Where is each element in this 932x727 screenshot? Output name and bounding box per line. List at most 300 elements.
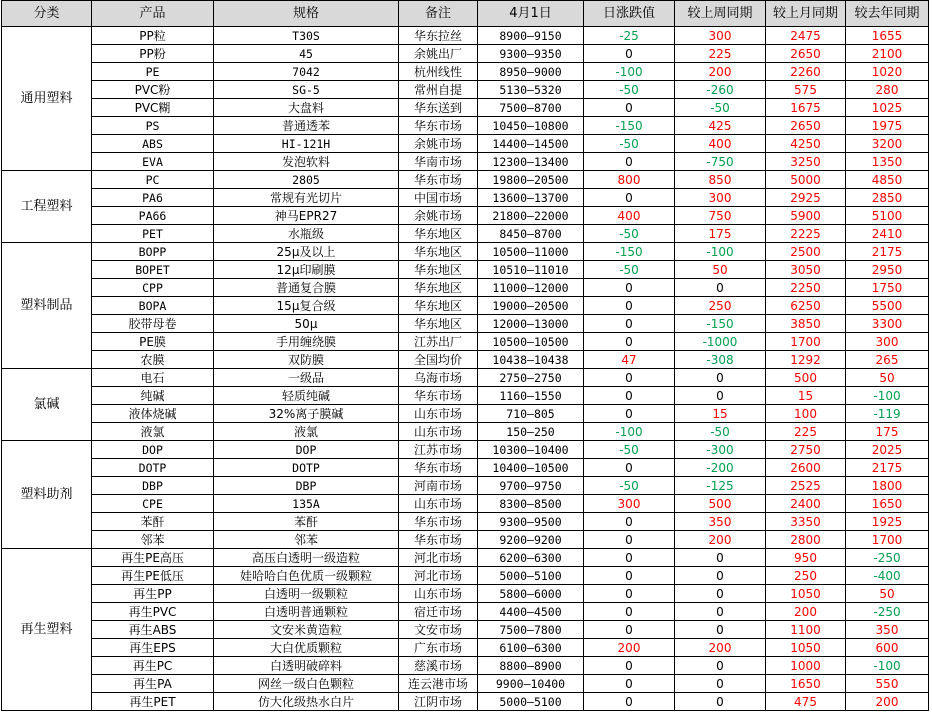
year-change-cell: 175 <box>846 423 929 441</box>
product-cell: CPP <box>92 279 214 297</box>
day-change-cell: 400 <box>584 207 675 225</box>
month-change-cell: 1050 <box>766 585 846 603</box>
note-cell: 华东送到 <box>399 99 478 117</box>
month-change-cell: 2650 <box>766 117 846 135</box>
year-change-cell: 1800 <box>846 477 929 495</box>
year-change-cell: 2100 <box>846 45 929 63</box>
price-cell: 4400—4500 <box>478 603 584 621</box>
week-change-cell: 200 <box>675 639 766 657</box>
day-change-cell: -50 <box>584 81 675 99</box>
spec-cell: 邻苯 <box>214 531 399 549</box>
month-change-cell: 2500 <box>766 243 846 261</box>
week-change-cell: -200 <box>675 459 766 477</box>
week-change-cell: 750 <box>675 207 766 225</box>
day-change-cell: 0 <box>584 675 675 693</box>
week-change-cell: -50 <box>675 99 766 117</box>
week-change-cell: 300 <box>675 27 766 45</box>
table-row <box>2 117 929 135</box>
header-year-change: 较去年同期 <box>846 1 929 27</box>
spec-cell: 普通复合膜 <box>214 279 399 297</box>
week-change-cell: 0 <box>675 675 766 693</box>
price-cell: 10438—10438 <box>478 351 584 369</box>
spec-cell: 2805 <box>214 171 399 189</box>
note-cell: 余姚市场 <box>399 207 478 225</box>
table-row <box>2 513 929 531</box>
price-cell: 9900—10400 <box>478 675 584 693</box>
day-change-cell: -50 <box>584 135 675 153</box>
note-cell: 江苏出厂 <box>399 333 478 351</box>
day-change-cell: 0 <box>584 567 675 585</box>
year-change-cell: -119 <box>846 405 929 423</box>
price-cell: 1160—1550 <box>478 387 584 405</box>
day-change-cell: 0 <box>584 657 675 675</box>
year-change-cell: 350 <box>846 621 929 639</box>
note-cell: 余姚市场 <box>399 135 478 153</box>
week-change-cell: 200 <box>675 531 766 549</box>
spec-cell: 32%离子膜碱 <box>214 405 399 423</box>
price-cell: 14400—14500 <box>478 135 584 153</box>
spec-cell: 大盘料 <box>214 99 399 117</box>
product-cell: PVC糊 <box>92 99 214 117</box>
table-row <box>2 495 929 513</box>
day-change-cell: 0 <box>584 585 675 603</box>
day-change-cell: 200 <box>584 639 675 657</box>
week-change-cell: 0 <box>675 549 766 567</box>
note-cell: 广东市场 <box>399 639 478 657</box>
week-change-cell: -308 <box>675 351 766 369</box>
year-change-cell: 50 <box>846 585 929 603</box>
product-cell: PA6 <box>92 189 214 207</box>
month-change-cell: 2225 <box>766 225 846 243</box>
price-cell: 9300—9350 <box>478 45 584 63</box>
spec-cell: 神马EPR27 <box>214 207 399 225</box>
spec-cell: 手用缠绕膜 <box>214 333 399 351</box>
day-change-cell: 800 <box>584 171 675 189</box>
week-change-cell: 250 <box>675 297 766 315</box>
year-change-cell: 600 <box>846 639 929 657</box>
spec-cell: 仿大化级热水白片 <box>214 693 399 711</box>
note-cell: 文安市场 <box>399 621 478 639</box>
price-cell: 19000—20500 <box>478 297 584 315</box>
table-row <box>2 657 929 675</box>
month-change-cell: 2525 <box>766 477 846 495</box>
week-change-cell: -125 <box>675 477 766 495</box>
week-change-cell: 0 <box>675 621 766 639</box>
table-row <box>2 639 929 657</box>
note-cell: 河北市场 <box>399 549 478 567</box>
price-cell: 12000—13000 <box>478 315 584 333</box>
price-cell: 6200—6300 <box>478 549 584 567</box>
product-cell: PP粒 <box>92 27 214 45</box>
table-row <box>2 63 929 81</box>
week-change-cell: 350 <box>675 513 766 531</box>
month-change-cell: 2750 <box>766 441 846 459</box>
category-cell: 塑料助剂 <box>2 441 92 549</box>
spec-cell: 50μ <box>214 315 399 333</box>
table-row <box>2 693 929 711</box>
month-change-cell: 2600 <box>766 459 846 477</box>
table-row <box>2 387 929 405</box>
note-cell: 华东地区 <box>399 261 478 279</box>
table-row <box>2 423 929 441</box>
note-cell: 华东市场 <box>399 117 478 135</box>
table-row <box>2 279 929 297</box>
year-change-cell: 5500 <box>846 297 929 315</box>
price-cell: 6100—6300 <box>478 639 584 657</box>
day-change-cell: 47 <box>584 351 675 369</box>
year-change-cell: 2175 <box>846 243 929 261</box>
price-cell: 7500—7800 <box>478 621 584 639</box>
day-change-cell: -50 <box>584 441 675 459</box>
price-table-body <box>2 1 929 711</box>
week-change-cell: 15 <box>675 405 766 423</box>
note-cell: 中国市场 <box>399 189 478 207</box>
note-cell: 华东市场 <box>399 459 478 477</box>
price-cell: 710—805 <box>478 405 584 423</box>
header-row <box>2 1 929 27</box>
spec-cell: 白透明破碎料 <box>214 657 399 675</box>
note-cell: 华东市场 <box>399 171 478 189</box>
table-row <box>2 675 929 693</box>
table-row <box>2 27 929 45</box>
price-cell: 5000—5100 <box>478 567 584 585</box>
week-change-cell: 0 <box>675 387 766 405</box>
header-month-change: 较上月同期 <box>766 1 846 27</box>
table-row <box>2 243 929 261</box>
year-change-cell: 3200 <box>846 135 929 153</box>
year-change-cell: 2850 <box>846 189 929 207</box>
spec-cell: 娃哈哈白色优质一级颗粒 <box>214 567 399 585</box>
product-cell: 再生PP <box>92 585 214 603</box>
week-change-cell: 200 <box>675 63 766 81</box>
month-change-cell: 1650 <box>766 675 846 693</box>
spec-cell: 发泡软料 <box>214 153 399 171</box>
day-change-cell: 0 <box>584 513 675 531</box>
month-change-cell: 5900 <box>766 207 846 225</box>
month-change-cell: 2650 <box>766 45 846 63</box>
price-cell: 10450—10800 <box>478 117 584 135</box>
product-cell: PP粉 <box>92 45 214 63</box>
category-cell: 通用塑料 <box>2 27 92 171</box>
year-change-cell: 1650 <box>846 495 929 513</box>
product-cell: 液体烧碱 <box>92 405 214 423</box>
price-table <box>1 0 929 711</box>
table-row <box>2 549 929 567</box>
price-cell: 8900—9150 <box>478 27 584 45</box>
product-cell: DOP <box>92 441 214 459</box>
table-row <box>2 585 929 603</box>
note-cell: 华东地区 <box>399 315 478 333</box>
table-row <box>2 153 929 171</box>
note-cell: 华东市场 <box>399 513 478 531</box>
day-change-cell: 0 <box>584 333 675 351</box>
spec-cell: 45 <box>214 45 399 63</box>
product-cell: PC <box>92 171 214 189</box>
day-change-cell: 0 <box>584 297 675 315</box>
note-cell: 杭州线性 <box>399 63 478 81</box>
product-cell: 再生PE低压 <box>92 567 214 585</box>
price-cell: 10500—10500 <box>478 333 584 351</box>
header-week-change: 较上周同期 <box>675 1 766 27</box>
day-change-cell: 0 <box>584 387 675 405</box>
spec-cell: 普通透苯 <box>214 117 399 135</box>
week-change-cell: 0 <box>675 567 766 585</box>
spec-cell: 25μ及以上 <box>214 243 399 261</box>
product-cell: 再生PA <box>92 675 214 693</box>
product-cell: BOPP <box>92 243 214 261</box>
product-cell: 再生PE高压 <box>92 549 214 567</box>
product-cell: 再生PC <box>92 657 214 675</box>
header-product: 产品 <box>92 1 214 27</box>
week-change-cell: 0 <box>675 603 766 621</box>
price-cell: 2750—2750 <box>478 369 584 387</box>
month-change-cell: 6250 <box>766 297 846 315</box>
product-cell: 液氯 <box>92 423 214 441</box>
month-change-cell: 250 <box>766 567 846 585</box>
week-change-cell: 0 <box>675 585 766 603</box>
header-day-change: 日涨跌值 <box>584 1 675 27</box>
product-cell: DBP <box>92 477 214 495</box>
price-cell: 11000—12000 <box>478 279 584 297</box>
month-change-cell: 475 <box>766 693 846 711</box>
day-change-cell: 0 <box>584 621 675 639</box>
product-cell: BOPET <box>92 261 214 279</box>
month-change-cell: 4250 <box>766 135 846 153</box>
week-change-cell: -750 <box>675 153 766 171</box>
note-cell: 山东市场 <box>399 405 478 423</box>
year-change-cell: 2175 <box>846 459 929 477</box>
note-cell: 宿迁市场 <box>399 603 478 621</box>
month-change-cell: 2250 <box>766 279 846 297</box>
product-cell: EVA <box>92 153 214 171</box>
table-row <box>2 351 929 369</box>
month-change-cell: 2260 <box>766 63 846 81</box>
month-change-cell: 1100 <box>766 621 846 639</box>
month-change-cell: 3350 <box>766 513 846 531</box>
category-cell: 再生塑料 <box>2 549 92 711</box>
week-change-cell: 50 <box>675 261 766 279</box>
spec-cell: T30S <box>214 27 399 45</box>
month-change-cell: 1292 <box>766 351 846 369</box>
year-change-cell: -100 <box>846 387 929 405</box>
month-change-cell: 1000 <box>766 657 846 675</box>
product-cell: 农膜 <box>92 351 214 369</box>
spec-cell: 12μ印刷膜 <box>214 261 399 279</box>
week-change-cell: 400 <box>675 135 766 153</box>
product-cell: PA66 <box>92 207 214 225</box>
spec-cell: 苯酐 <box>214 513 399 531</box>
table-row <box>2 207 929 225</box>
header-spec: 规格 <box>214 1 399 27</box>
month-change-cell: 2925 <box>766 189 846 207</box>
week-change-cell: 300 <box>675 189 766 207</box>
year-change-cell: 1025 <box>846 99 929 117</box>
table-row <box>2 441 929 459</box>
table-row <box>2 603 929 621</box>
price-cell: 8300—8500 <box>478 495 584 513</box>
product-cell: PE <box>92 63 214 81</box>
price-cell: 9200—9200 <box>478 531 584 549</box>
year-change-cell: 3300 <box>846 315 929 333</box>
week-change-cell: 225 <box>675 45 766 63</box>
note-cell: 全国均价 <box>399 351 478 369</box>
table-row <box>2 225 929 243</box>
month-change-cell: 2400 <box>766 495 846 513</box>
year-change-cell: 1020 <box>846 63 929 81</box>
table-row <box>2 45 929 63</box>
note-cell: 华东地区 <box>399 297 478 315</box>
price-cell: 21800—22000 <box>478 207 584 225</box>
day-change-cell: 0 <box>584 153 675 171</box>
price-cell: 5800—6000 <box>478 585 584 603</box>
week-change-cell: -150 <box>675 315 766 333</box>
table-row <box>2 315 929 333</box>
day-change-cell: 0 <box>584 45 675 63</box>
day-change-cell: -100 <box>584 63 675 81</box>
category-cell: 工程塑料 <box>2 171 92 243</box>
price-cell: 12300—13400 <box>478 153 584 171</box>
table-row <box>2 459 929 477</box>
week-change-cell: -300 <box>675 441 766 459</box>
price-cell: 5000—5100 <box>478 693 584 711</box>
table-row <box>2 297 929 315</box>
table-row <box>2 531 929 549</box>
price-cell: 10300—10400 <box>478 441 584 459</box>
day-change-cell: -150 <box>584 243 675 261</box>
week-change-cell: 0 <box>675 693 766 711</box>
header-price: 4月1日 <box>478 1 584 27</box>
day-change-cell: 0 <box>584 531 675 549</box>
product-cell: 苯酐 <box>92 513 214 531</box>
month-change-cell: 15 <box>766 387 846 405</box>
day-change-cell: 300 <box>584 495 675 513</box>
table-row <box>2 621 929 639</box>
product-cell: 再生ABS <box>92 621 214 639</box>
note-cell: 华东拉丝 <box>399 27 478 45</box>
week-change-cell: 0 <box>675 657 766 675</box>
table-row <box>2 333 929 351</box>
header-note: 备注 <box>399 1 478 27</box>
week-change-cell: -50 <box>675 423 766 441</box>
month-change-cell: 3850 <box>766 315 846 333</box>
note-cell: 河南市场 <box>399 477 478 495</box>
year-change-cell: 2950 <box>846 261 929 279</box>
year-change-cell: -250 <box>846 603 929 621</box>
note-cell: 河北市场 <box>399 567 478 585</box>
note-cell: 江苏市场 <box>399 441 478 459</box>
week-change-cell: 425 <box>675 117 766 135</box>
year-change-cell: 1975 <box>846 117 929 135</box>
note-cell: 江阴市场 <box>399 693 478 711</box>
day-change-cell: -50 <box>584 225 675 243</box>
year-change-cell: -400 <box>846 567 929 585</box>
table-row <box>2 171 929 189</box>
week-change-cell: -1000 <box>675 333 766 351</box>
day-change-cell: 0 <box>584 279 675 297</box>
day-change-cell: -150 <box>584 117 675 135</box>
note-cell: 华东地区 <box>399 243 478 261</box>
year-change-cell: 265 <box>846 351 929 369</box>
note-cell: 乌海市场 <box>399 369 478 387</box>
product-cell: PE膜 <box>92 333 214 351</box>
day-change-cell: -50 <box>584 261 675 279</box>
spec-cell: 15μ复合级 <box>214 297 399 315</box>
spec-cell: 液氯 <box>214 423 399 441</box>
week-change-cell: -260 <box>675 81 766 99</box>
month-change-cell: 1675 <box>766 99 846 117</box>
price-cell: 9700—9750 <box>478 477 584 495</box>
product-cell: 再生PVC <box>92 603 214 621</box>
price-cell: 10510—11010 <box>478 261 584 279</box>
price-cell: 9300—9500 <box>478 513 584 531</box>
year-change-cell: -100 <box>846 657 929 675</box>
year-change-cell: 5100 <box>846 207 929 225</box>
price-cell: 5130—5320 <box>478 81 584 99</box>
category-cell: 氯碱 <box>2 369 92 441</box>
spec-cell: 水瓶级 <box>214 225 399 243</box>
product-cell: PET <box>92 225 214 243</box>
week-change-cell: 500 <box>675 495 766 513</box>
price-cell: 8950—9000 <box>478 63 584 81</box>
spec-cell: 一级品 <box>214 369 399 387</box>
day-change-cell: -25 <box>584 27 675 45</box>
product-cell: 再生PET <box>92 693 214 711</box>
week-change-cell: -100 <box>675 243 766 261</box>
spec-cell: SG-5 <box>214 81 399 99</box>
year-change-cell: -250 <box>846 549 929 567</box>
week-change-cell: 175 <box>675 225 766 243</box>
price-cell: 8800—8900 <box>478 657 584 675</box>
month-change-cell: 950 <box>766 549 846 567</box>
note-cell: 山东市场 <box>399 423 478 441</box>
table-row <box>2 99 929 117</box>
product-cell: 纯碱 <box>92 387 214 405</box>
table-row <box>2 405 929 423</box>
product-cell: 电石 <box>92 369 214 387</box>
year-change-cell: 1655 <box>846 27 929 45</box>
note-cell: 慈溪市场 <box>399 657 478 675</box>
day-change-cell: 0 <box>584 549 675 567</box>
spec-cell: 高压白透明一级造粒 <box>214 549 399 567</box>
price-cell: 10500—11000 <box>478 243 584 261</box>
year-change-cell: 550 <box>846 675 929 693</box>
month-change-cell: 2800 <box>766 531 846 549</box>
note-cell: 华东地区 <box>399 279 478 297</box>
month-change-cell: 1050 <box>766 639 846 657</box>
spec-cell: DOP <box>214 441 399 459</box>
month-change-cell: 2475 <box>766 27 846 45</box>
spec-cell: DBP <box>214 477 399 495</box>
day-change-cell: 0 <box>584 369 675 387</box>
table-row <box>2 135 929 153</box>
table-row <box>2 567 929 585</box>
spec-cell: 常规有光切片 <box>214 189 399 207</box>
spec-cell: DOTP <box>214 459 399 477</box>
note-cell: 山东市场 <box>399 585 478 603</box>
year-change-cell: 280 <box>846 81 929 99</box>
day-change-cell: 0 <box>584 459 675 477</box>
spec-cell: 文安米黄造粒 <box>214 621 399 639</box>
year-change-cell: 1750 <box>846 279 929 297</box>
month-change-cell: 575 <box>766 81 846 99</box>
year-change-cell: 1925 <box>846 513 929 531</box>
year-change-cell: 300 <box>846 333 929 351</box>
product-cell: 再生EPS <box>92 639 214 657</box>
product-cell: PVC粉 <box>92 81 214 99</box>
day-change-cell: 0 <box>584 405 675 423</box>
category-cell: 塑料制品 <box>2 243 92 369</box>
day-change-cell: -100 <box>584 423 675 441</box>
